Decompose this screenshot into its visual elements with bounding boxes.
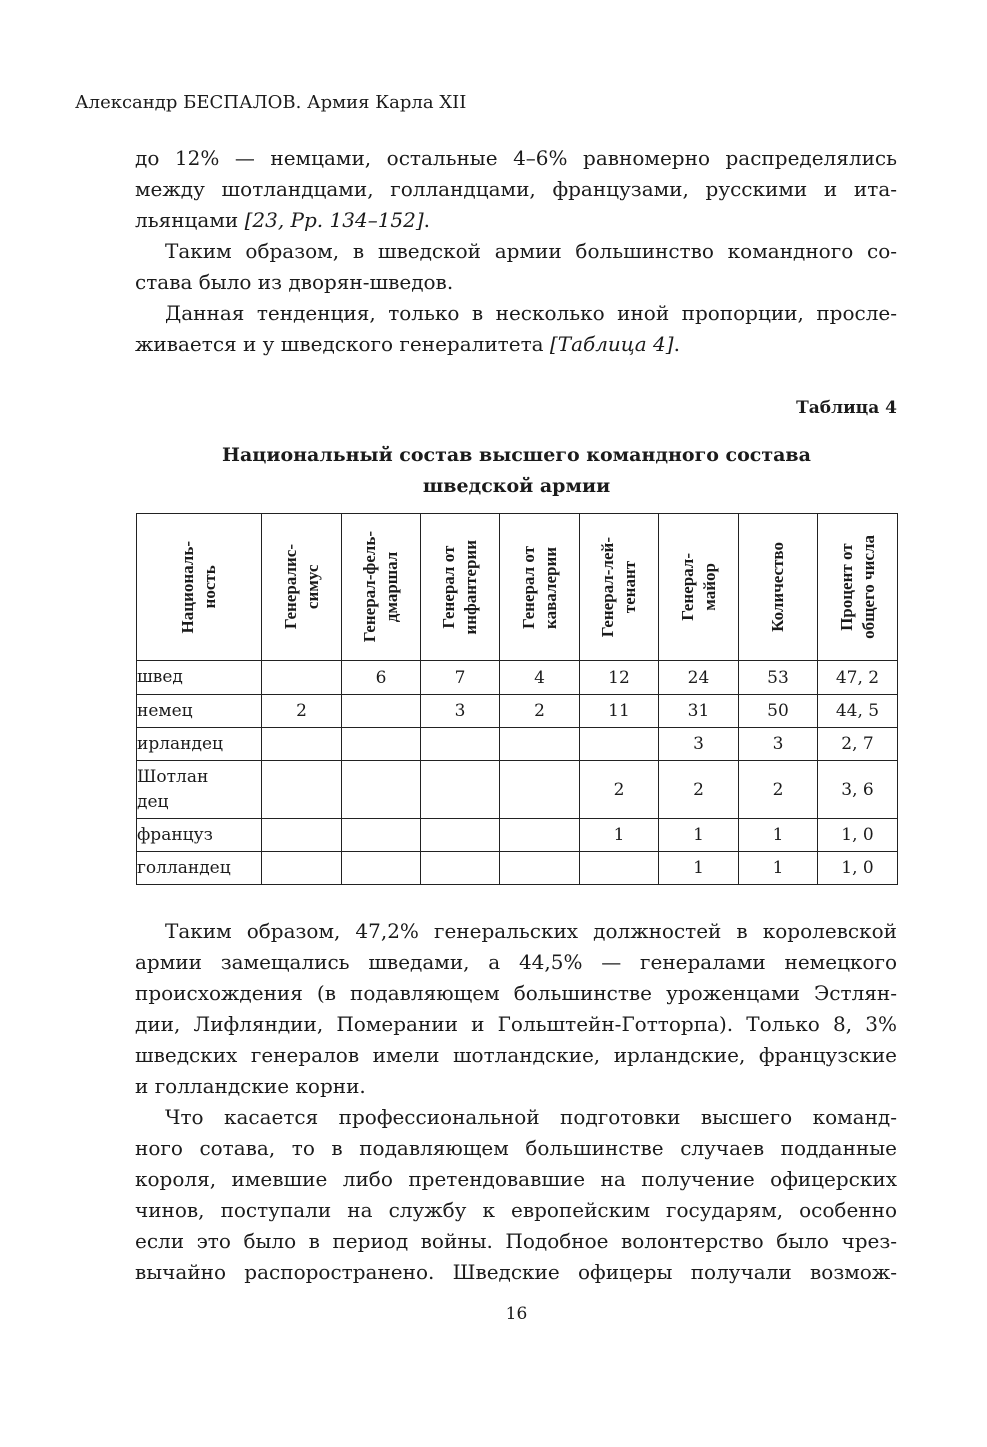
text-line (135, 1257, 897, 1288)
paragraph (135, 1102, 897, 1288)
column-header (342, 514, 421, 661)
column-header-wrap (739, 514, 817, 660)
text-run: живается и у шведского генералитета (135, 332, 550, 356)
text-line (135, 205, 897, 236)
value-cell: 1 (659, 819, 739, 852)
value-cell: 1 (580, 819, 659, 852)
value-cell: 11 (580, 695, 659, 728)
table-head (137, 514, 898, 661)
table-title-line: шведской армии (422, 475, 611, 497)
value-cell (262, 852, 342, 885)
text-line (135, 298, 897, 329)
text-run: и голландские корни. (135, 1074, 366, 1098)
table-header-row (137, 514, 898, 661)
text-run: Что касается профессиональной подготовки высшего команд- (165, 1105, 897, 1129)
value-cell: 2 (500, 695, 580, 728)
value-cell: 44, 5 (818, 695, 898, 728)
column-header-wrap (137, 514, 261, 660)
column-header-wrap (342, 514, 420, 660)
value-cell (421, 819, 500, 852)
text-line (135, 916, 897, 947)
page-number: 16 (505, 1304, 528, 1324)
column-header-text (767, 542, 789, 632)
column-header-line: тенант (620, 560, 639, 614)
table-row (137, 695, 898, 728)
text-line (135, 947, 897, 978)
value-cell (262, 661, 342, 695)
column-header-text (597, 537, 641, 637)
value-cell (500, 761, 580, 819)
column-header-wrap (500, 514, 579, 660)
value-cell (342, 761, 421, 819)
nationality-cell: ирландец (137, 728, 262, 761)
text-run: Данная тенденция, только в несколько иной пропорции, просле- (165, 301, 897, 325)
column-header-text (280, 544, 324, 629)
text-line (135, 1009, 897, 1040)
value-cell: 50 (739, 695, 818, 728)
text-run: Таким образом, в шведской армии большинство командного со- (165, 239, 897, 263)
value-cell (342, 819, 421, 852)
text-run: дии, Лифляндии, Померании и Гольштейн-Готторпа). Только 8, 3% (135, 1012, 897, 1036)
column-header-text (177, 541, 221, 633)
text-run: короля, имевшие либо претендовавшие на получение офицерских (135, 1167, 897, 1191)
value-cell (262, 761, 342, 819)
column-header-wrap (818, 514, 897, 660)
value-cell: 2 (739, 761, 818, 819)
nationality-cell: немец (137, 695, 262, 728)
value-cell (342, 728, 421, 761)
text-run: чинов, поступали на службу к европейским государям, особенно (135, 1198, 897, 1222)
text-line (135, 1102, 897, 1133)
column-header-line: Генерал-фель- (360, 531, 379, 643)
value-cell: 31 (659, 695, 739, 728)
column-header-line: Генерал-лей- (598, 536, 617, 638)
nationality-cell: Шотлан дец (137, 761, 262, 819)
text-run: между шотландцами, голландцами, французами, русскими и ита- (135, 177, 897, 201)
column-header-text (836, 535, 880, 639)
column-header-text (438, 540, 482, 635)
value-cell: 3 (421, 695, 500, 728)
text-line (135, 236, 897, 267)
value-cell: 1 (659, 852, 739, 885)
value-cell (342, 695, 421, 728)
value-cell: 7 (421, 661, 500, 695)
value-cell: 1 (739, 819, 818, 852)
paragraph (135, 916, 897, 1102)
table-row (137, 819, 898, 852)
text-line (135, 978, 897, 1009)
column-header (739, 514, 818, 661)
text-run: шведских генералов имели шотландские, ирландские, французские (135, 1043, 897, 1067)
column-header-line: ность (200, 565, 219, 609)
table-body (137, 661, 898, 885)
text-line (135, 1226, 897, 1257)
value-cell: 24 (659, 661, 739, 695)
nationality-cell: голландец (137, 852, 262, 885)
value-cell (262, 728, 342, 761)
column-header-line: инфантерии (461, 539, 480, 635)
column-header (262, 514, 342, 661)
value-cell: 6 (342, 661, 421, 695)
value-cell: 53 (739, 661, 818, 695)
paragraph (135, 236, 897, 298)
text-run: ного сотава, то в подавляющем большинстве случаев подданные (135, 1136, 897, 1160)
table-title (136, 440, 897, 502)
text-line (135, 1195, 897, 1226)
text-line (135, 1133, 897, 1164)
column-header-line: Генералис- (280, 544, 300, 630)
value-cell: 12 (580, 661, 659, 695)
text-line (135, 1164, 897, 1195)
column-header (659, 514, 739, 661)
column-header-line: Генерал от (439, 545, 458, 629)
nationality-table (136, 513, 898, 885)
column-header-wrap (421, 514, 499, 660)
column-header (137, 514, 262, 661)
column-header-text (359, 531, 403, 642)
value-cell (580, 852, 659, 885)
paragraph (135, 298, 897, 360)
text-run: если это было в период войны. Подобное волонтерство было чрез- (135, 1229, 897, 1253)
value-cell: 2 (580, 761, 659, 819)
nationality-cell: француз (137, 819, 262, 852)
column-header-line: Генерал от (518, 545, 538, 629)
value-cell: 3 (739, 728, 818, 761)
text-run: происхождения (в подавляющем большинстве уроженцами Эстлян- (135, 981, 897, 1005)
column-header-line: общего числа (858, 535, 878, 639)
value-cell (421, 728, 500, 761)
value-cell (421, 761, 500, 819)
value-cell (500, 852, 580, 885)
text-run: армии замещались шведами, а 44,5% — генералами немецкого (135, 950, 897, 974)
column-header (580, 514, 659, 661)
column-header-text (518, 546, 562, 629)
column-header-line: симус (302, 564, 322, 610)
value-cell: 47, 2 (818, 661, 898, 695)
column-header-wrap (659, 514, 738, 660)
nationality-cell: швед (137, 661, 262, 695)
column-header-line: майор (699, 563, 719, 611)
text-run: . (423, 208, 431, 232)
value-cell: 1, 0 (818, 852, 898, 885)
column-header-line: Националь- (178, 540, 197, 634)
text-line (135, 143, 897, 174)
text-line (135, 267, 897, 298)
text-line (135, 329, 897, 360)
value-cell: 2, 7 (818, 728, 898, 761)
column-header-line: Процент от (836, 543, 856, 631)
paragraph (135, 143, 897, 236)
table-row (137, 761, 898, 819)
value-cell: 1 (739, 852, 818, 885)
value-cell (342, 852, 421, 885)
column-header-line: Количество (768, 542, 787, 632)
text-run: до 12% — немцами, остальные 4–6% равномерно распределялись (135, 146, 897, 170)
value-cell (580, 728, 659, 761)
value-cell: 3, 6 (818, 761, 898, 819)
text-run: Таким образом, 47,2% генеральских должностей в королевской (165, 919, 897, 943)
table-row (137, 852, 898, 885)
table-row (137, 728, 898, 761)
text-after-table (135, 916, 897, 1288)
column-header-line: дмаршал (382, 551, 401, 623)
column-header (421, 514, 500, 661)
column-header-line: Генерал- (677, 553, 697, 621)
table-row (137, 661, 898, 695)
value-cell: 3 (659, 728, 739, 761)
value-cell (500, 728, 580, 761)
text-line (135, 1071, 897, 1102)
value-cell: 2 (262, 695, 342, 728)
text-run: става было из дворян-шведов. (135, 270, 454, 294)
column-header (818, 514, 898, 661)
value-cell (262, 819, 342, 852)
text-before-table (135, 143, 897, 360)
value-cell: 2 (659, 761, 739, 819)
column-header (500, 514, 580, 661)
value-cell (500, 819, 580, 852)
table-title-line: Национальный состав высшего командного состава (222, 444, 811, 466)
text-run: . (673, 332, 680, 356)
column-header-text (677, 553, 721, 621)
text-run: вычайно распоространено. Шведские офицеры получали возмож- (135, 1260, 897, 1284)
value-cell: 1, 0 (818, 819, 898, 852)
text-line (135, 174, 897, 205)
text-run: льянцами (135, 208, 245, 232)
column-header-line: кавалерии (540, 546, 560, 628)
column-header-wrap (580, 514, 658, 660)
value-cell: 4 (500, 661, 580, 695)
citation-reference: [23, Pp. 134–152] (244, 208, 424, 232)
citation-reference: [Таблица 4] (549, 332, 674, 356)
text-line (135, 1040, 897, 1071)
table-label: Таблица 4 (796, 398, 897, 418)
column-header-wrap (262, 514, 341, 660)
running-head: Александр БЕСПАЛОВ. Армия Карла XII (75, 92, 467, 113)
value-cell (421, 852, 500, 885)
